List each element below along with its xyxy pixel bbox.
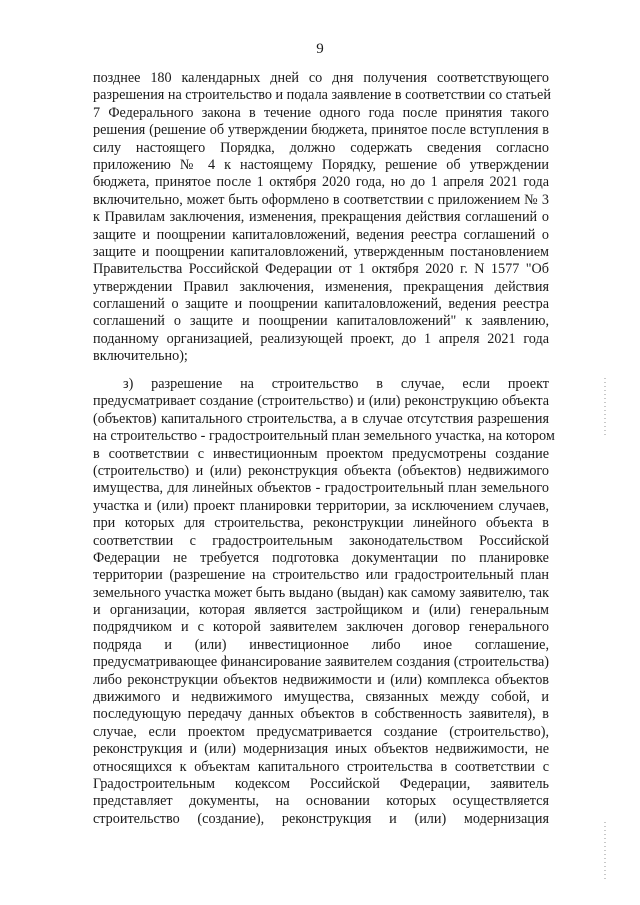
text-line: участка и (или) проект планировки территории, за исключением случаев, xyxy=(93,497,549,514)
paragraph-continuation xyxy=(93,70,549,366)
text-line: з) разрешение на строительство в случае, если проект xyxy=(123,376,549,392)
text-line: движимого и недвижимого имущества, связанных между собой, и xyxy=(93,689,549,706)
text-line: (объектов) капитального строительства, а в случае отсутствия разрешения xyxy=(93,410,549,427)
text-line: к Правилам заключения, изменения, прекращения действия соглашений о xyxy=(93,209,549,226)
text-line: в соответствии с инвестиционным проектом предусмотрены создание xyxy=(93,445,549,462)
text-line: предусматривает создание (строительство) и (или) реконструкцию объекта xyxy=(93,393,549,410)
text-line: на строительство - градостроительный план земельного участка, на котором xyxy=(93,428,555,445)
text-line: реконструкция и (или) модернизация иных объектов недвижимости, не xyxy=(93,741,549,758)
text-line: соответствии с градостроительным законодательством Российской xyxy=(93,532,549,549)
page-number: 9 xyxy=(316,41,324,57)
text-line: Градостроительным кодексом Российской Федерации, заявитель xyxy=(93,775,549,792)
text-line: бюджета, принятое после 1 октября 2020 года, но до 1 апреля 2021 года xyxy=(93,174,549,191)
text-line: Федерации не требуется подготовка документации по планировке xyxy=(93,549,549,566)
text-line: земельного участка может быть выдано (выдан) как самому заявителю, так xyxy=(93,584,549,601)
text-line: силу настоящего Порядка, должно содержать сведения согласно xyxy=(93,139,549,156)
text-line: приложению № 4 к настоящему Порядку, решение об утверждении xyxy=(93,156,549,173)
text-line: разрешения на строительство и подала заявление в соответствии со статьей xyxy=(93,87,551,104)
text-line: относящихся к объектам капитального строительства в соответствии с xyxy=(93,758,549,775)
text-line: строительство (создание), реконструкция и (или) модернизация xyxy=(93,810,549,827)
text-line: решения (решение об утверждении бюджета, принятое после вступления в xyxy=(93,122,549,139)
text-line: предусматривающее финансирование заявителем создания (строительства) xyxy=(93,654,549,671)
text-line: утверждении Правил заключения, изменения, прекращения действия xyxy=(93,278,549,295)
text-line: соглашений о защите и поощрении капиталовложений, ведения реестра xyxy=(93,296,549,313)
text-line: последующую передачу данных объектов в собственность заявителя), в xyxy=(93,706,549,723)
text-line: либо реконструкции объектов недвижимости и (или) комплекса объектов xyxy=(93,671,549,688)
scan-margin-marks xyxy=(604,378,606,438)
text-line: подрядчиком и с которой заявителем заключен договор генерального xyxy=(93,619,549,636)
text-line: включительно); xyxy=(93,348,188,365)
scan-margin-marks xyxy=(604,822,606,880)
text-line: случае, если проектом предусматривается создание (строительство), xyxy=(93,723,549,740)
text-line: имущества, для линейных объектов - градостроительный план земельного xyxy=(93,480,549,497)
text-line: и организации, которая является застройщиком и (или) генеральным xyxy=(93,602,549,619)
text-line: (строительство) и (или) реконструкция объекта (объектов) недвижимого xyxy=(93,462,549,479)
text-line: территории (разрешение на строительство или градостроительный план xyxy=(93,567,549,584)
text-line: Правительства Российской Федерации от 1 октября 2020 г. N 1577 "Об xyxy=(93,261,549,278)
text-line: позднее 180 календарных дней со дня получения соответствующего xyxy=(93,70,549,86)
text-line: поданному организацией, реализующей проект, до 1 апреля 2021 года xyxy=(93,330,549,347)
text-line: защите и поощрении капиталовложений, ведения реестра соглашений о xyxy=(93,226,549,243)
paragraph-item-z xyxy=(93,376,555,828)
text-line: соглашений о защите и поощрении капиталовложений" к заявлению, xyxy=(93,313,549,330)
text-line: представляет документы, на основании которых осуществляется xyxy=(93,793,549,810)
text-line: 7 Федерального закона в течение одного года после принятия такого xyxy=(93,104,549,121)
text-line: при которых для строительства, реконструкции линейного объекта в xyxy=(93,515,549,532)
text-line: включительно, может быть оформлено в соответствии с приложением № 3 xyxy=(93,191,549,208)
text-line: подряда и (или) инвестиционное либо иное соглашение, xyxy=(93,636,549,653)
text-line: защите и поощрении капиталовложений, утвержденным постановлением xyxy=(93,243,549,260)
